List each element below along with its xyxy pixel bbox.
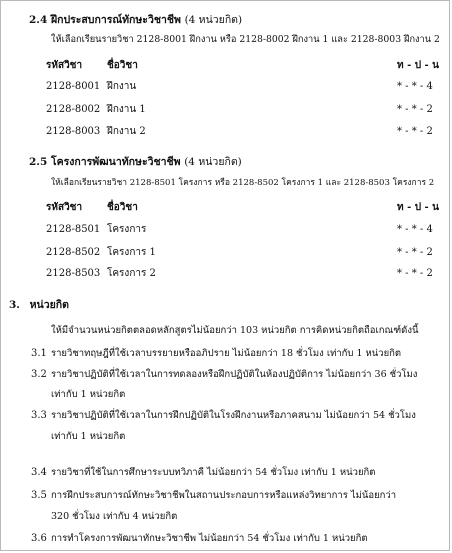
section-2-5-heading [29,156,242,168]
item-number: 3.3 [31,410,47,421]
section-number: 3. [9,299,20,311]
table-row-name: โครงการ [107,224,147,235]
section-title: หน่วยกิต [29,299,69,311]
section-3-heading [9,299,69,311]
item-number: 3.4 [31,467,47,478]
column-header-code: รหัสวิชา [46,202,83,213]
item-text: การฝึกประสบการณ์ทักษะวิชาชีพในสถานประกอบการหรือแหล่งวิทยาการ ไม่น้อยกว่า [51,490,397,501]
item-text: รายวิชาที่ใช้ในการศึกษาระบบทวิภาคี ไม่น้อยกว่า 54 ชั่วโมง เท่ากับ 1 หน่วยกิต [51,467,376,478]
table-row-name: โครงการ 2 [107,268,156,279]
section-title: โครงการพัฒนาทักษะวิชาชีพ [50,156,181,168]
item-text: รายวิชาทฤษฎีที่ใช้เวลาบรรยายหรืออภิปราย ไม่น้อยกว่า 18 ชั่วโมง เท่ากับ 1 หน่วยกิต [51,348,402,359]
item-number: 3.2 [31,369,47,380]
section-number: 2.4 [29,14,48,26]
table-row-hours: * - * - 4 [397,224,433,235]
section-credits: (4 หน่วยกิต) [184,156,242,168]
table-row-hours: * - * - 4 [397,81,433,92]
column-header-name: ชื่อวิชา [107,202,138,213]
item-text: รายวิชาปฏิบัติที่ใช้เวลาในการทดลองหรือฝึกปฏิบัติในห้องปฏิบัติการ ไม่น้อยกว่า 36 ชั่วโมง [51,369,418,380]
table-row-name: ฝึกงาน [107,81,137,92]
item-text-continued: 320 ชั่วโมง เท่ากับ 4 หน่วยกิต [51,511,178,522]
table-row-code: 2128-8501 [46,224,101,235]
section-number: 2.5 [29,156,48,168]
section-intro: ให้มีจำนวนหน่วยกิตตลอดหลักสูตรไม่น้อยกว่า 103 หน่วยกิต การคิดหน่วยกิตถือเกณฑ์ดังนี้ [51,325,419,336]
column-header-hours: ท - ป - น [397,60,440,71]
table-row-name: ฝึกงาน 1 [107,104,146,115]
item-text-continued: เท่ากับ 1 หน่วยกิต [51,389,126,400]
item-number: 3.5 [31,490,47,501]
table-row-code: 2128-8003 [46,126,101,137]
table-row-code: 2128-8002 [46,104,101,115]
table-row-code: 2128-8502 [46,247,101,258]
table-row-hours: * - * - 2 [397,104,433,115]
table-row-name: ฝึกงาน 2 [107,126,146,137]
section-credits: (4 หน่วยกิต) [184,14,243,26]
item-number: 3.6 [31,533,47,544]
column-header-code: รหัสวิชา [46,60,83,71]
table-row-name: โครงการ 1 [107,247,156,258]
item-text-continued: เท่ากับ 1 หน่วยกิต [51,431,126,442]
item-text: รายวิชาปฏิบัติที่ใช้เวลาในการฝึกปฏิบัติในโรงฝึกงานหรือภาคสนาม ไม่น้อยกว่า 54 ชั่วโมง [51,410,416,421]
table-row-hours: * - * - 2 [397,126,433,137]
item-text: การทำโครงการพัฒนาทักษะวิชาชีพ ไม่น้อยกว่า 54 ชั่วโมง เท่ากับ 1 หน่วยกิต [51,533,368,544]
column-header-hours: ท - ป - น [397,202,440,213]
table-row-hours: * - * - 2 [397,268,433,279]
table-row-hours: * - * - 2 [397,247,433,258]
section-2-4-heading [29,14,242,26]
section-instruction: ให้เลือกเรียนรายวิชา 2128-8501 โครงการ หรือ 2128-8502 โครงการ 1 และ 2128-8503 โครงการ 2 [51,178,435,188]
section-title: ฝึกประสบการณ์ทักษะวิชาชีพ [50,14,181,26]
table-row-code: 2128-8001 [46,81,101,92]
column-header-name: ชื่อวิชา [107,60,138,71]
table-row-code: 2128-8503 [46,268,101,279]
item-number: 3.1 [31,348,47,359]
section-instruction: ให้เลือกเรียนรายวิชา 2128-8001 ฝึกงาน หรือ 2128-8002 ฝึกงาน 1 และ 2128-8003 ฝึกงาน 2 [51,34,440,45]
